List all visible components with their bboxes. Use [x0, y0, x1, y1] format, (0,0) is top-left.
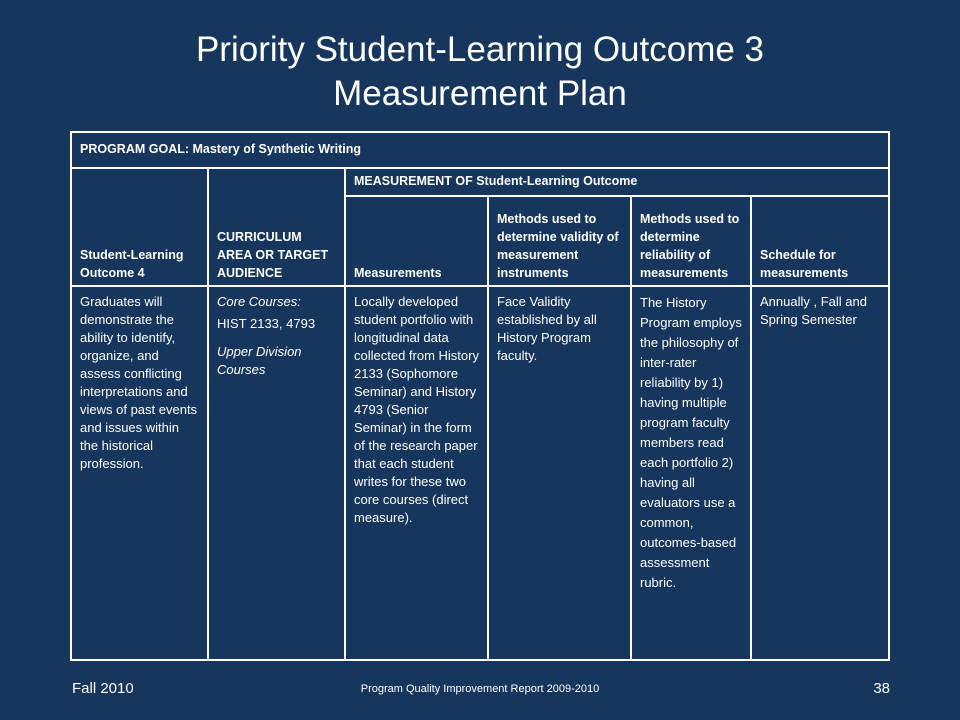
core-courses-list: HIST 2133, 4793: [217, 316, 316, 331]
schedule-cell: Annually , Fall and Spring Semester: [751, 286, 889, 660]
reliability-column-header: Methods used to determine reliability of measurements: [631, 196, 751, 286]
table-row: [71, 286, 889, 660]
curriculum-column-header: CURRICULUM AREA OR TARGET AUDIENCE: [208, 168, 345, 286]
curriculum-cell: [208, 286, 345, 660]
validity-column-header: Methods used to determine validity of measurement instruments: [488, 196, 631, 286]
program-goal-row: [71, 132, 889, 168]
reliability-cell: The History Program employs the philosophy of inter-rater reliability by 1) having multiple program faculty members read each portfolio 2) having all evaluators use a common, outcomes-based assessment rubric.: [631, 286, 751, 660]
outcome-column-header: Student-Learning Outcome 4: [71, 168, 208, 286]
outcome-cell: Graduates will demonstrate the ability to identify, organize, and assess conflicting interpretations and views of past events and issues within the historical profession.: [71, 286, 208, 660]
slide-title-line-1: Priority Student-Learning Outcome 3: [195, 30, 765, 69]
schedule-column-header: Schedule for measurements: [751, 196, 889, 286]
core-courses-label: Core Courses:: [217, 294, 301, 309]
slide-title-line-2: Measurement Plan: [333, 74, 627, 113]
footer-report-title: Program Quality Improvement Report 2009-2010: [360, 683, 600, 695]
program-goal-cell: PROGRAM GOAL: Mastery of Synthetic Writing: [71, 132, 889, 168]
page-number: 38: [873, 680, 890, 697]
measurement-plan-table: [70, 131, 890, 661]
upper-division-courses: Upper Division Courses: [217, 344, 302, 377]
footer-date: Fall 2010: [72, 680, 134, 697]
measurements-cell: Locally developed student portfolio with longitudinal data collected from History 2133 (Sophomore Seminar) and History 4793 (Senior Seminar) in the form of the research paper that each student writes for these two core courses (direct measure).: [345, 286, 488, 660]
measurement-group-row: [71, 168, 889, 196]
validity-cell: Face Validity established by all History Program faculty.: [488, 286, 631, 660]
measurements-column-header: Measurements: [345, 196, 488, 286]
measurement-group-header: MEASUREMENT OF Student-Learning Outcome: [345, 168, 889, 196]
slide-title: [0, 28, 960, 116]
